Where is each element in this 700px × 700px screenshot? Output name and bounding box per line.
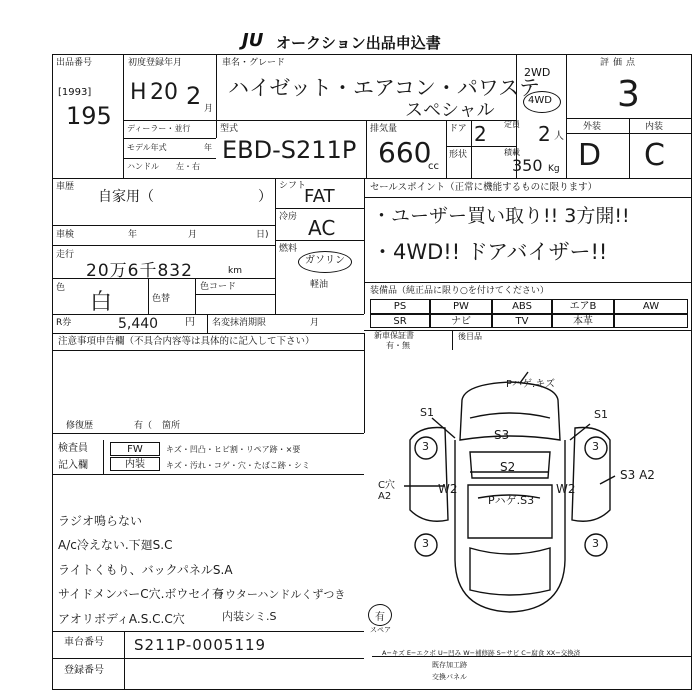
sales-line2: ・4WD!! ドアバイザー!! [372, 240, 608, 264]
lot-number: 195 [66, 102, 112, 130]
transfer-unit: 月 [310, 318, 320, 328]
color-code-label: 色コード [200, 282, 237, 292]
inspection-day: 日) [256, 230, 269, 240]
inspector-label2: 記入欄 [58, 460, 88, 471]
model-year-label: モデル年式 [127, 143, 167, 152]
inspector-int: 内装 [110, 457, 160, 471]
shape-label: 形状 [449, 150, 468, 160]
chassis-value: S211P-0005119 [134, 636, 267, 654]
first-reg-month: 2 [186, 82, 202, 110]
diag-bed: Pハゲ.S3 [488, 494, 535, 507]
equip-airbag: エアB [552, 299, 614, 314]
diag-wheel-fl: 3 [422, 440, 429, 453]
mileage-label: 走行 [56, 250, 75, 260]
fuel-value: ガソリン [305, 255, 345, 266]
first-reg-month-unit: 月 [204, 104, 214, 114]
inspection-year: 年 [128, 230, 138, 240]
legend-line2: 既存加工跡 [432, 661, 467, 669]
remark-5: アオリボディA.S.C.C穴 [58, 612, 185, 626]
chassis-label: 車台番号 [64, 637, 104, 648]
sales-label: セールスポイント（正常に機能するものに限ります） [370, 182, 598, 193]
type-label: 型式 [220, 124, 239, 134]
inspector-int-items: キズ・汚れ・コゲ・穴・たばこ跡・シミ [166, 461, 310, 470]
ac-label: 冷房 [279, 212, 298, 222]
diag-s3-hood: S3 [494, 428, 510, 442]
model-year-unit: 年 [204, 143, 212, 152]
history-label: 車歴 [56, 182, 75, 192]
lot-bracket: [1993] [58, 87, 92, 98]
warranty-options: 有・無 [386, 341, 410, 350]
inspector-fw: FW [110, 442, 160, 456]
diag-s1-right: S1 [594, 408, 608, 421]
spare-stamp-text: 有 [375, 612, 385, 623]
remark-right-2: 内装シミ.S [222, 610, 277, 623]
first-reg-year: 20 [150, 80, 178, 105]
form-title: オークション出品申込書 [276, 34, 441, 52]
diag-s2-roof: S2 [500, 460, 516, 474]
spare-stamp-sub: スペア [370, 626, 391, 634]
diag-cana: C穴 A2 [378, 480, 395, 502]
ac-value: AC [308, 216, 336, 240]
equip-ps: PS [370, 299, 430, 314]
remark-3: ライトくもり、バックパネルS.A [58, 563, 233, 577]
rating-int: C [644, 138, 665, 173]
color-change-label: 色替 [152, 294, 171, 304]
load-value: 350 [512, 156, 543, 175]
doors-label: ドア [449, 124, 467, 134]
color-label: 色 [56, 283, 66, 293]
diag-top-note: Pハゲ.キズ [506, 379, 556, 390]
remark-4: サイドメンバーC穴.ボウセイ有 [58, 587, 225, 601]
notes-label: 注意事項申告欄（不具合内容等は具体的に記入して下さい） [58, 336, 315, 347]
displacement-unit: cc [428, 161, 439, 172]
type-value: EBD-S211P [222, 136, 357, 164]
lot-label: 出品番号 [56, 58, 93, 68]
displacement-value: 660 [378, 136, 432, 169]
car-name-label: 車名・グレード [222, 58, 286, 68]
history-close: ） [258, 189, 272, 205]
car-name: ハイゼット・エアコン・パワステ [228, 76, 540, 100]
color-value: 白 [90, 290, 113, 315]
reg-label: 登録番号 [64, 665, 104, 676]
diag-right-note: S3 A2 [620, 468, 655, 482]
equip-leather: 本革 [552, 314, 614, 328]
rating-label: 評価点 [600, 58, 640, 68]
capacity-label: 定員 [504, 120, 520, 129]
rating-int-label: 内装 [645, 122, 664, 132]
fuel-label: 燃料 [279, 244, 298, 254]
shift-value: FAT [304, 186, 335, 207]
diag-w2-right: W2 [556, 482, 576, 496]
mileage-unit: km [228, 266, 242, 276]
capacity-unit: 人 [554, 131, 564, 142]
diag-wheel-fr: 3 [592, 440, 599, 453]
rating-ext: D [578, 138, 602, 173]
legend-line3: 交換パネル [432, 673, 467, 681]
mileage-value: 20万6千832 [86, 261, 193, 281]
transfer-label: 名変抹消期限 [212, 318, 267, 328]
rating-value: 3 [617, 74, 640, 115]
legend-line1: A−キズ E−エクボ U−凹み W−補修跡 S−サビ C−腐食 XX−交換済 [382, 649, 581, 657]
car-grade: スペシャル [405, 100, 495, 121]
rating-ext-label: 外装 [583, 122, 602, 132]
fuel-light-oil: 軽油 [310, 280, 329, 290]
equip-pw: PW [430, 299, 492, 314]
diag-w2-left: W2 [438, 482, 458, 496]
load-label: 積載 [504, 148, 520, 157]
recycle-value: 5,440 [118, 316, 159, 332]
sales-line1: ・ユーザー買い取り!! 3方開!! [372, 205, 630, 227]
first-reg-label: 初度登録年月 [128, 58, 183, 68]
recycle-unit: 円 [185, 317, 195, 328]
load-unit: Kg [548, 164, 560, 174]
remark-1: ラジオ鳴らない [58, 514, 143, 528]
diag-s1-left: S1 [420, 406, 434, 419]
handle-options: 左・右 [176, 162, 200, 171]
handle-label: ハンドル [127, 162, 159, 171]
displacement-label: 排気量 [370, 124, 398, 134]
first-reg-era: H [130, 80, 147, 105]
capacity-value: 2 [538, 122, 551, 146]
equip-abs: ABS [492, 299, 552, 314]
doors-value: 2 [474, 122, 487, 146]
repair-close: 箇所 [162, 421, 181, 431]
drive-4wd: 4WD [528, 95, 552, 106]
inspector-fw-items: キズ・凹凸・ヒビ割・リペア跡・×要 [166, 445, 301, 454]
equipment-label: 装備品（純正品に限り○を付けてください） [370, 286, 549, 296]
inspection-label: 車検 [56, 230, 75, 240]
remark-2: A/c冷えない.下廻S.C [58, 538, 173, 552]
repair-value: 有（ [134, 421, 153, 431]
dealer-label: ディーラー・並行 [127, 124, 191, 133]
drive-2wd: 2WD [524, 66, 551, 79]
inspector-label1: 検査員 [58, 443, 88, 454]
history-value: 自家用（ [98, 189, 154, 205]
equip-tv: TV [492, 314, 552, 328]
warranty-later: 後目品 [458, 332, 482, 341]
shift-label: シフト [279, 181, 307, 191]
spare-stamp [368, 604, 392, 626]
inspection-month: 月 [188, 230, 198, 240]
equip-navi: ナビ [430, 314, 492, 328]
warranty-label: 新車保証書 [374, 331, 414, 340]
diag-wheel-rl: 3 [422, 537, 429, 550]
diag-wheel-rr: 3 [592, 537, 599, 550]
equip-sr: SR [370, 314, 430, 328]
recycle-label: R券 [56, 318, 72, 328]
equip-aw: AW [614, 299, 688, 314]
remark-right-1: ラウターハンドルくずつき [214, 588, 346, 601]
repair-label: 修復歴 [66, 421, 94, 431]
ju-logo: JU [242, 30, 264, 51]
